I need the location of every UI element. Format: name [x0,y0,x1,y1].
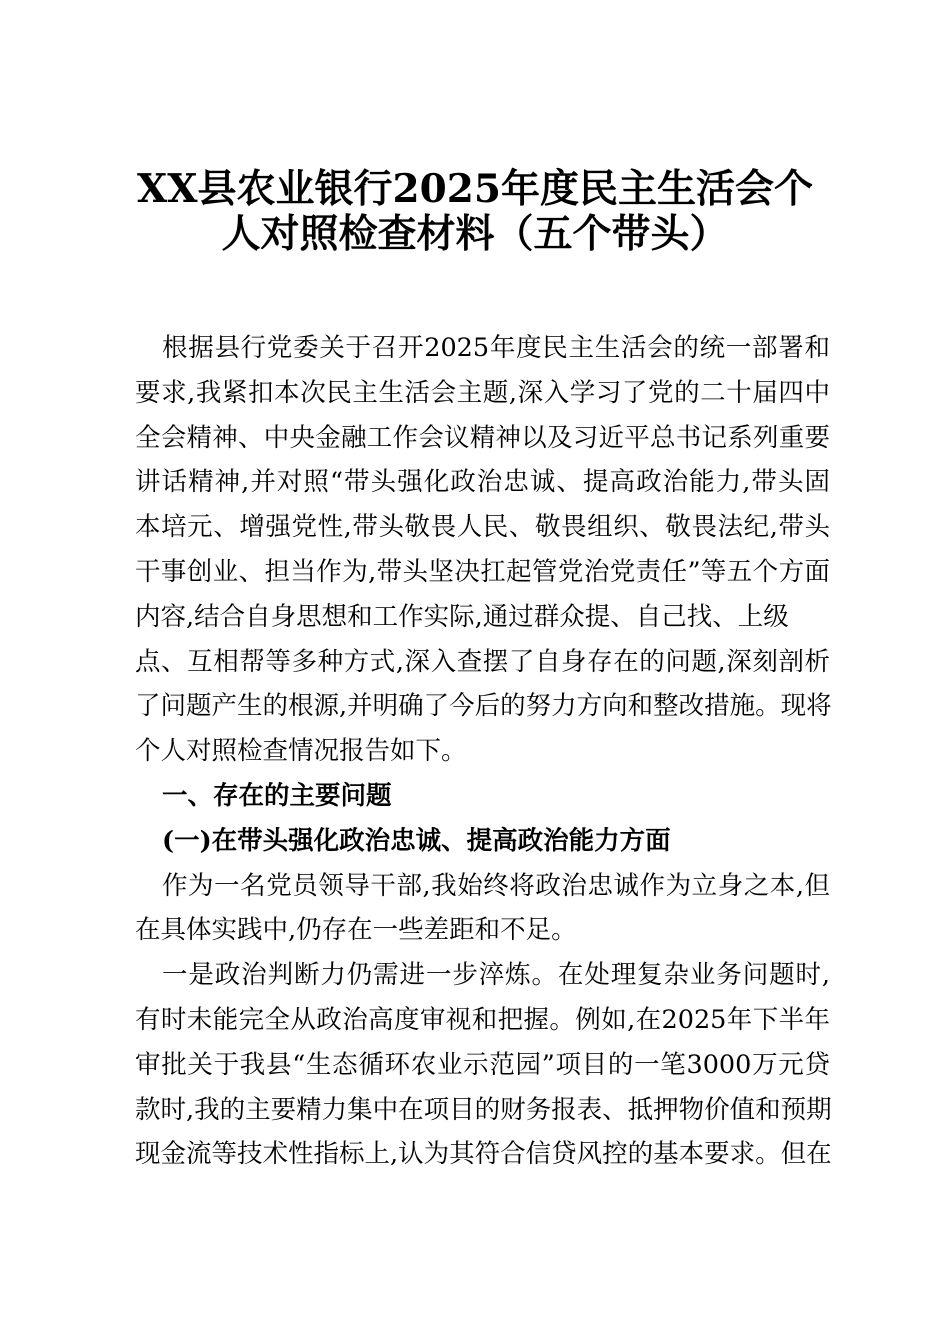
section-heading: (一)在带头强化政治忠诚、提高政治能力方面 [162,825,671,856]
document-body [135,326,830,1177]
paragraph-line: 了问题产生的根源,并明确了今后的努力方向和整改措施。现将 [135,691,832,722]
paragraph-line: 根据县行党委关于召开2025年度民主生活会的统一部署和 [162,333,830,363]
paragraph-line: 干事创业、担当作为,带头坚决扛起管党治党责任”等五个方面 [135,556,830,587]
paragraph-line: 内容,结合自身思想和工作实际,通过群众提、自己找、上级 [135,601,789,632]
paragraph-line: 在具体实践中,仍存在一些差距和不足。 [135,915,577,946]
paragraph-line: 审批关于我县“生态循环农业示范园”项目的一笔3000万元贷 [135,1049,830,1080]
paragraph-line: 款时,我的主要精力集中在项目的财务报表、抵押物价值和预期 [135,1094,832,1125]
paragraph-line: 要求,我紧扣本次民主生活会主题,深入学习了党的二十届四中 [135,377,830,408]
document-title-line-1: XX县农业银行2025年度民主生活会个 [136,166,814,212]
section-heading: 一、存在的主要问题 [162,780,392,811]
paragraph-line: 作为一名党员领导干部,我始终将政治忠诚作为立身之本,但 [162,870,830,901]
document-title-line-2: 人对照检查材料（五个带头） [221,211,729,257]
paragraph-line: 一是政治判断力仍需进一步淬炼。在处理复杂业务问题时, [162,960,830,991]
paragraph-line: 个人对照检查情况报告如下。 [135,736,467,767]
paragraph-line: 全会精神、中央金融工作会议精神以及习近平总书记系列重要 [135,422,830,453]
paragraph-line: 现金流等技术性指标上,认为其符合信贷风控的基本要求。但在 [135,1139,832,1170]
paragraph-line: 讲话精神,并对照“带头强化政治忠诚、提高政治能力,带头固 [135,467,830,498]
paragraph-line: 有时未能完全从政治高度审视和把握。例如,在2025年下半年 [135,1004,830,1035]
paragraph-line: 本培元、增强党性,带头敬畏人民、敬畏组织、敬畏法纪,带头 [135,512,830,543]
paragraph-line: 点、互相帮等多种方式,深入查摆了自身存在的问题,深刻剖析 [135,646,830,677]
